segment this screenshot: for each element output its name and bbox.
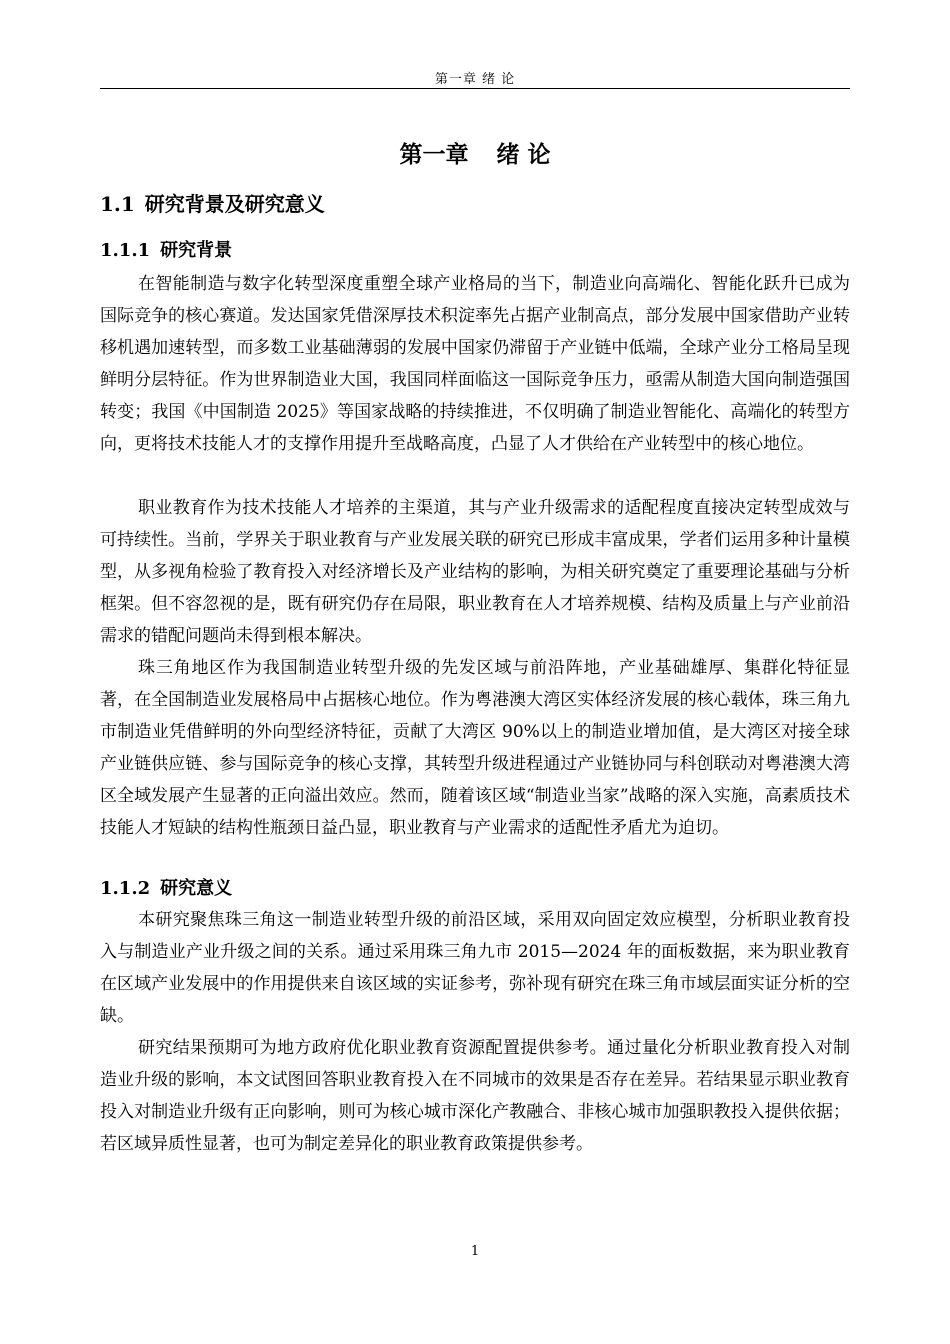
subsection-number: 1.1.2 [100, 878, 151, 899]
page-number: 1 [470, 1244, 480, 1259]
section-title: 研究背景及研究意义 [144, 192, 325, 216]
subsection-number: 1.1.1 [100, 240, 151, 261]
subsection-heading-1-1-1 [100, 236, 232, 262]
subsection-heading-1-1-2 [100, 874, 232, 900]
subsection-title: 研究背景 [160, 240, 233, 261]
paragraph-background-1: 在智能制造与数字化转型深度重塑全球产业格局的当下，制造业向高端化、智能化跃升已成为国际竞争的核心赛道。发达国家凭借深厚技术积淀率先占据产业制高点，部分发展中国家借助产业转移机遇加速转型，而多数工业基础薄弱的发展中国家仍滞留于产业链中低端，全球产业分工格局呈现鲜明分层特征。作为世界制造业大国，我国同样面临这一国际竞争压力，亟需从制造大国向制造强国转变；我国《中国制造 2025》等国家战略的持续推进，不仅明确了制造业智能化、高端化的转型方向，更将技术技能人才的支撑作用提升至战略高度，凸显了人才供给在产业转型中的核心地位。 [100, 274, 850, 454]
subsection-title: 研究意义 [160, 878, 233, 899]
section-heading-1-1 [100, 188, 325, 217]
paragraph-significance-2: 研究结果预期可为地方政府优化职业教育资源配置提供参考。通过量化分析职业教育投入对制造业升级的影响，本文试图回答职业教育投入在不同城市的效果是否存在差异。若结果显示职业教育投入对制造业升级有正向影响，则可为核心城市深化产教融合、非核心城市加强职教投入提供依据；若区域异质性显著，也可为制定差异化的职业教育政策提供参考。 [100, 1038, 850, 1154]
running-header: 第一章 绪 论 [434, 72, 516, 87]
chapter-name: 绪 论 [496, 141, 551, 168]
paragraph-background-2: 职业教育作为技术技能人才培养的主渠道，其与产业升级需求的适配程度直接决定转型成效与可持续性。当前，学界关于职业教育与产业发展关联的研究已形成丰富成果，学者们运用多种计量模型，从多视角检验了教育投入对经济增长及产业结构的影响，为相关研究奠定了重要理论基础与分析框架。但不容忽视的是，既有研究仍存在局限，职业教育在人才培养规模、结构及质量上与产业前沿需求的错配问题尚未得到根本解决。 [100, 498, 850, 646]
paragraph-significance-1: 本研究聚焦珠三角这一制造业转型升级的前沿区域，采用双向固定效应模型，分析职业教育投入与制造业产业升级之间的关系。通过采用珠三角九市 2015—2024 年的面板数据，来为职业教育在区域产业发展中的作用提供来自该区域的实证参考，弥补现有研究在珠三角市域层面实证分析的空缺。 [100, 910, 850, 1026]
chapter-label: 第一章 [399, 141, 469, 168]
section-number: 1.1 [100, 192, 135, 216]
paragraph-background-3: 珠三角地区作为我国制造业转型升级的先发区域与前沿阵地，产业基础雄厚、集群化特征显著，在全国制造业发展格局中占据核心地位。作为粤港澳大湾区实体经济发展的核心载体，珠三角九市制造业凭借鲜明的外向型经济特征，贡献了大湾区 90%以上的制造业增加值，是大湾区对接全球产业链供应链、参与国际竞争的核心支撑，其转型升级进程通过产业链协同与科创联动对粤港澳大湾区全域发展产生显著的正向溢出效应。然而，随着该区域“制造业当家”战略的深入实施，高素质技术技能人才短缺的结构性瓶颈日益凸显，职业教育与产业需求的适配性矛盾尤为迫切。 [100, 658, 850, 838]
chapter-title [100, 136, 850, 169]
header-rule [100, 88, 850, 89]
